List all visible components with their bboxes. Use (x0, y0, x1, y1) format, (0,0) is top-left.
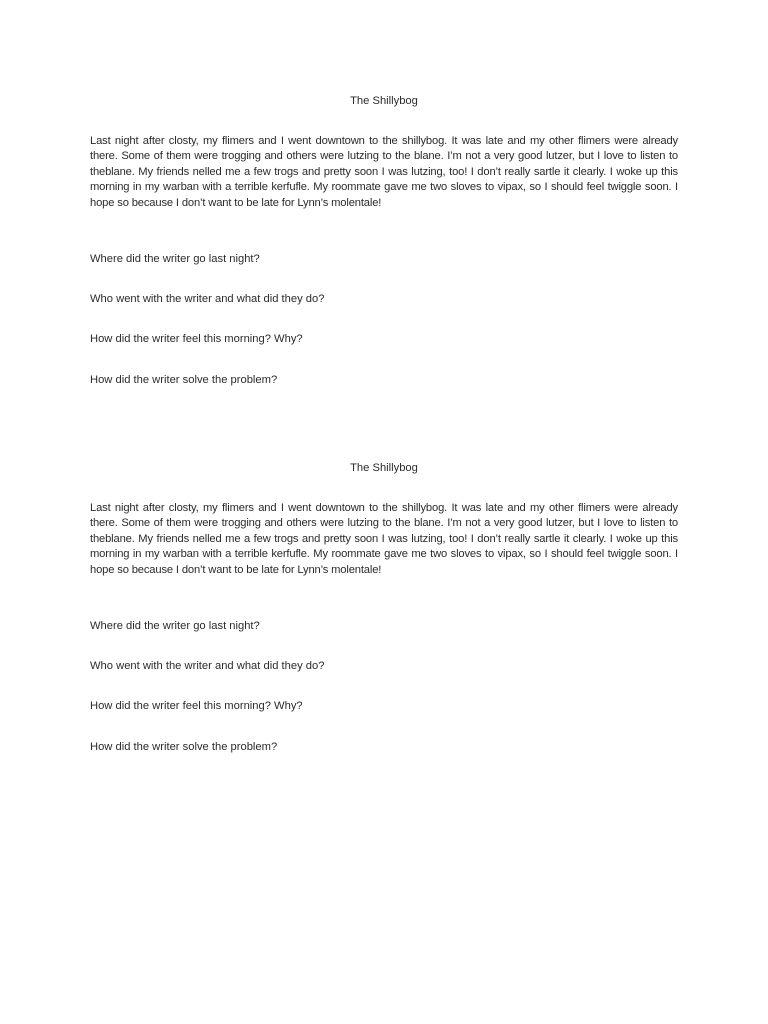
worksheet-title: The Shillybog (350, 95, 418, 107)
question-item: How did the writer solve the problem? (90, 740, 278, 753)
question-item: Who went with the writer and what did they do? (90, 293, 325, 306)
question-item: Where did the writer go last night? (90, 620, 260, 633)
worksheet-title: The Shillybog (350, 462, 418, 474)
worksheet-section-1 (90, 94, 678, 413)
question-item: How did the writer feel this morning? Why? (90, 333, 303, 346)
question-item: How did the writer feel this morning? Why? (90, 700, 303, 713)
worksheet-section-2 (90, 461, 678, 780)
question-item: Who went with the writer and what did they do? (90, 660, 325, 673)
reading-passage: Last night after closty, my flimers and I went downtown to the shillybog. It was late and my other flimers were already there. Some of them were trogging and others were lutzing to the blane. I’m not a very good lutzer, but I love to listen to theblane. My friends nelled me a few trogs and pretty soon I was lutzing, too! I don’t really sartle it clearly. I woke up this morning in my warban with a terrible kerfufle. My roommate gave me two sloves to vipax, so I should feel twiggle soon. I hope so because I don’t want to be late for Lynn’s molentale! (90, 135, 678, 209)
reading-passage: Last night after closty, my flimers and I went downtown to the shillybog. It was late and my other flimers were already there. Some of them were trogging and others were lutzing to the blane. I’m not a very good lutzer, but I love to listen to theblane. My friends nelled me a few trogs and pretty soon I was lutzing, too! I don’t really sartle it clearly. I woke up this morning in my warban with a terrible kerfufle. My roommate gave me two sloves to vipax, so I should feel twiggle soon. I hope so because I don’t want to be late for Lynn’s molentale! (90, 502, 678, 576)
question-item: Where did the writer go last night? (90, 253, 260, 266)
question-item: How did the writer solve the problem? (90, 373, 278, 386)
question-list (90, 619, 678, 754)
question-list (90, 252, 678, 387)
